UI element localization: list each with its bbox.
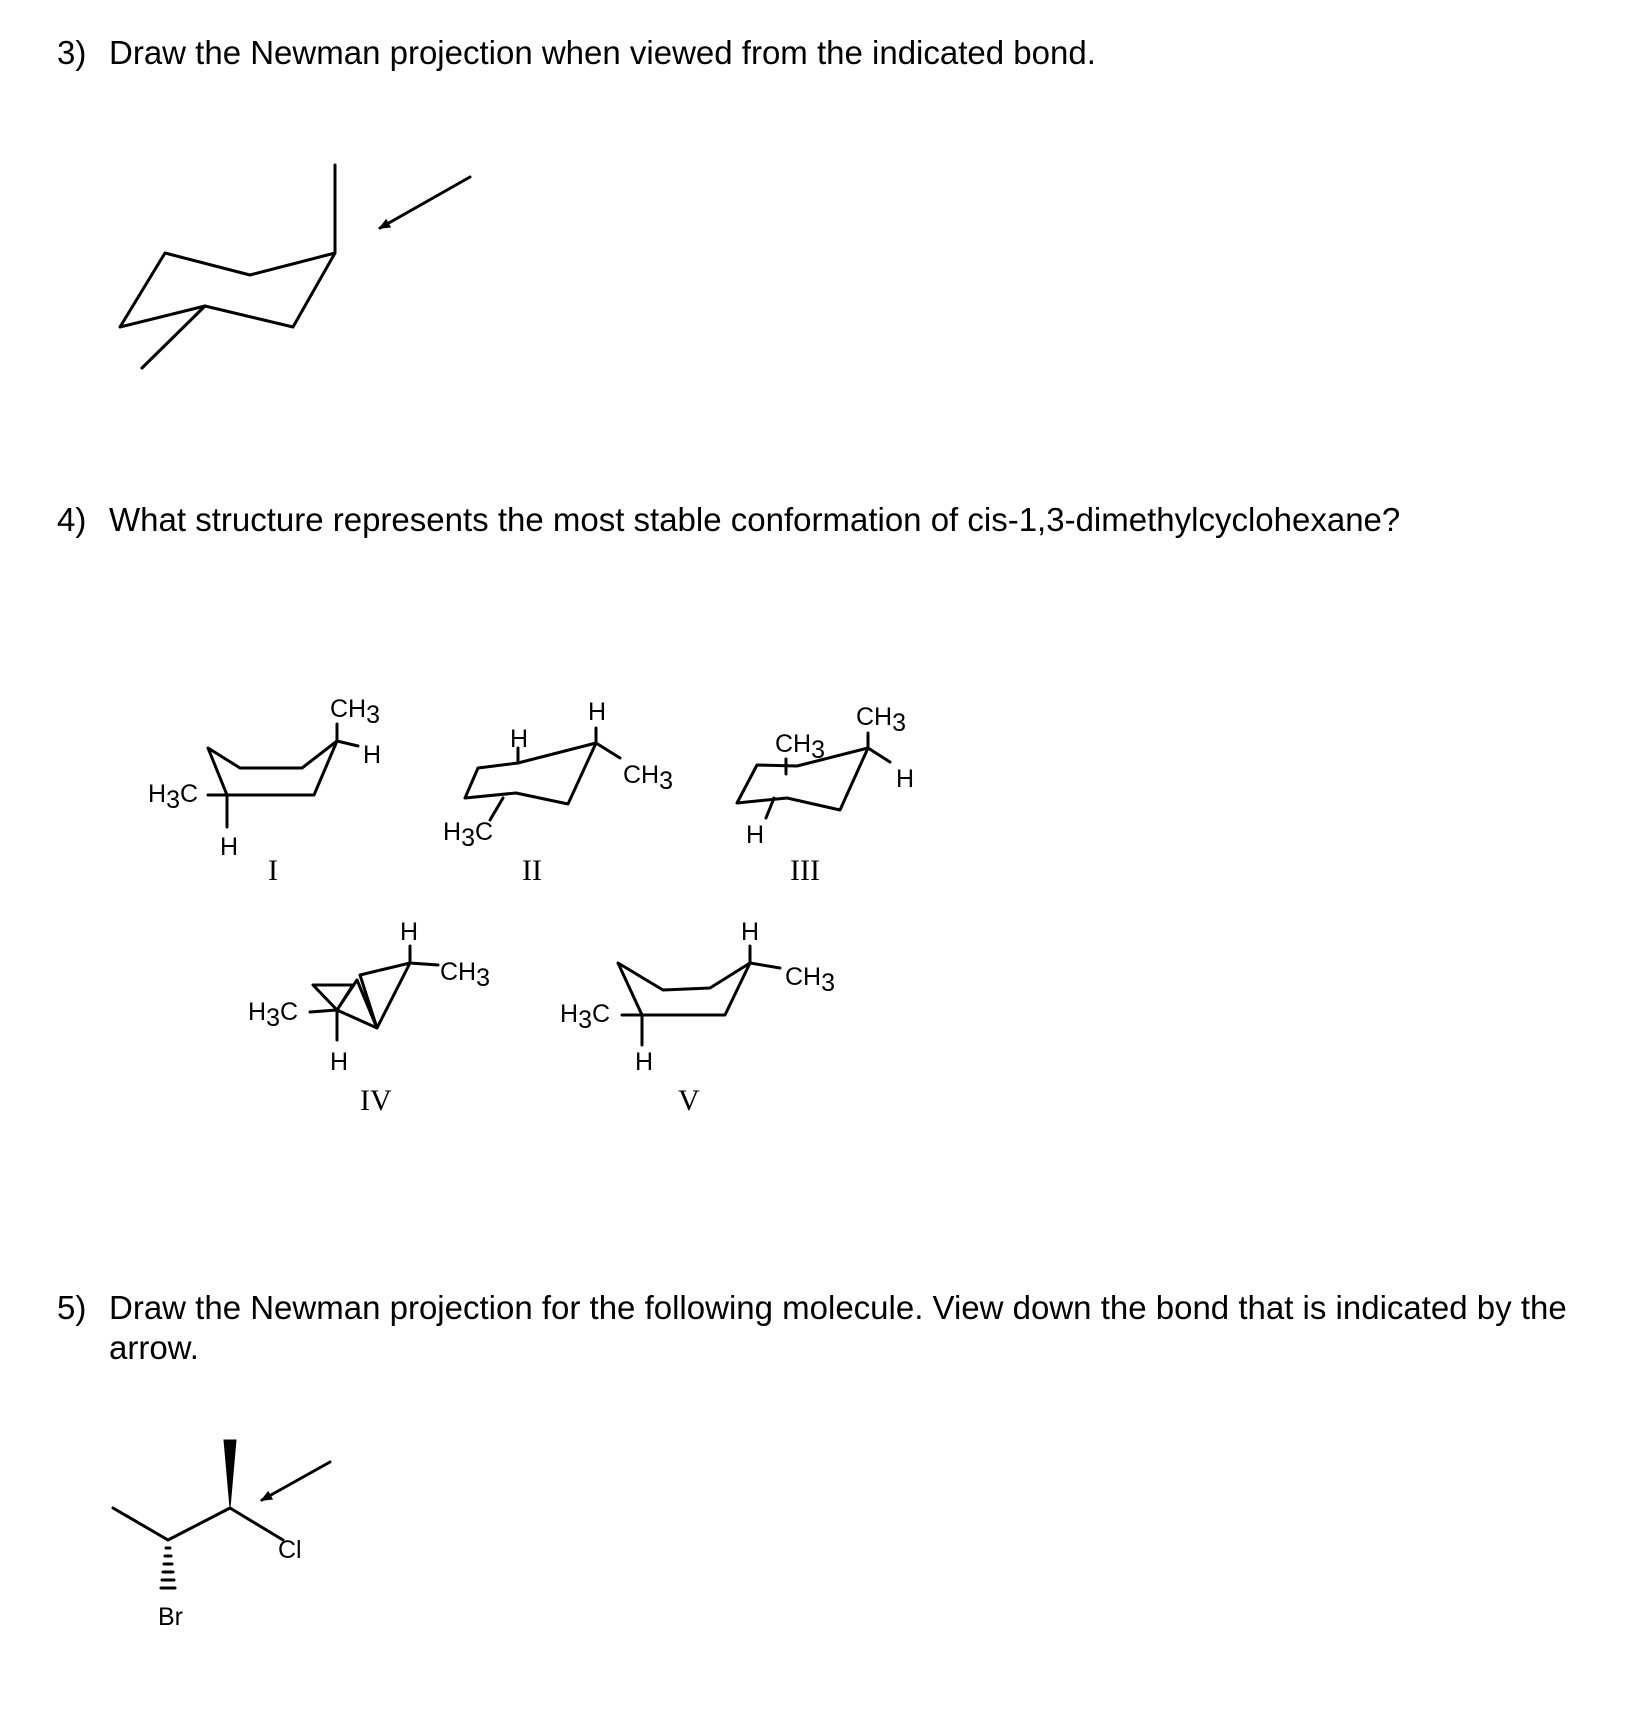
methyl-bond — [750, 963, 780, 968]
hydrogen-label: H — [746, 821, 765, 849]
methyl-bond — [490, 798, 503, 820]
methyl-label: CH3 — [330, 695, 381, 729]
methyl-label: CH3 — [785, 963, 836, 997]
chair-ring — [465, 743, 596, 804]
structure-V — [560, 918, 835, 1117]
methyl-label: CH3 — [440, 958, 491, 992]
twisted-ring — [313, 963, 410, 1028]
carbon-chain — [113, 1508, 283, 1540]
hydrogen-label: H — [635, 1048, 654, 1076]
methyl-label: CH3 — [856, 703, 907, 737]
hydrogen-label: H — [588, 698, 607, 726]
chair-ring — [618, 963, 750, 1015]
question-text: Draw the Newman projection when viewed from the indicated bond. — [109, 34, 1096, 71]
methyl-bond — [310, 1010, 337, 1012]
methyl-label: H3C — [443, 818, 494, 852]
q3-chair-structure — [120, 165, 470, 368]
question-number: 4) — [57, 501, 87, 538]
question-text: What structure represents the most stable conformation of cis-1,3-dimethylcyclohexane? — [109, 501, 1401, 538]
hydrogen-bond — [337, 741, 358, 746]
structure-I — [148, 695, 381, 887]
cyclohexane-chair — [120, 253, 335, 327]
view-arrow — [380, 177, 470, 228]
methyl-bond — [596, 743, 620, 758]
bromine-label: Br — [158, 1603, 183, 1631]
choice-label: V — [678, 1084, 700, 1117]
methyl-label: CH3 — [775, 730, 826, 764]
hydrogen-label: H — [330, 1048, 349, 1076]
chlorine-label: Cl — [278, 1536, 302, 1564]
choice-label: IV — [360, 1084, 392, 1117]
methyl-label: H3C — [560, 1000, 611, 1034]
hydrogen-bond — [868, 748, 890, 762]
wedge-bond-methyl — [224, 1440, 236, 1508]
hydrogen-label: H — [896, 765, 915, 793]
question-number: 3) — [57, 34, 87, 71]
hydrogen-label: H — [510, 725, 529, 753]
question-number: 5) — [57, 1289, 87, 1326]
hydrogen-label: H — [741, 918, 760, 946]
question-text: Draw the Newman projection for the following molecule. View down the bond that is indicated by the arrow. — [109, 1289, 1567, 1366]
methyl-bond — [410, 963, 438, 965]
methyl-label: CH3 — [623, 761, 674, 795]
view-arrow — [262, 1462, 330, 1500]
q5-skeletal-structure — [113, 1440, 330, 1631]
hydrogen-label: H — [363, 741, 382, 769]
hydrogen-label: H — [400, 918, 419, 946]
choice-label: III — [790, 854, 820, 887]
hydrogen-label: H — [220, 833, 239, 861]
methyl-label: H3C — [248, 998, 299, 1032]
hashed-bond — [161, 1548, 175, 1588]
choice-label: I — [268, 854, 278, 887]
structure-III — [737, 703, 914, 887]
chair-ring — [208, 741, 337, 795]
structure-II — [443, 698, 673, 887]
methyl-label: H3C — [148, 780, 199, 814]
structure-IV — [248, 918, 490, 1117]
choice-label: II — [522, 854, 542, 887]
